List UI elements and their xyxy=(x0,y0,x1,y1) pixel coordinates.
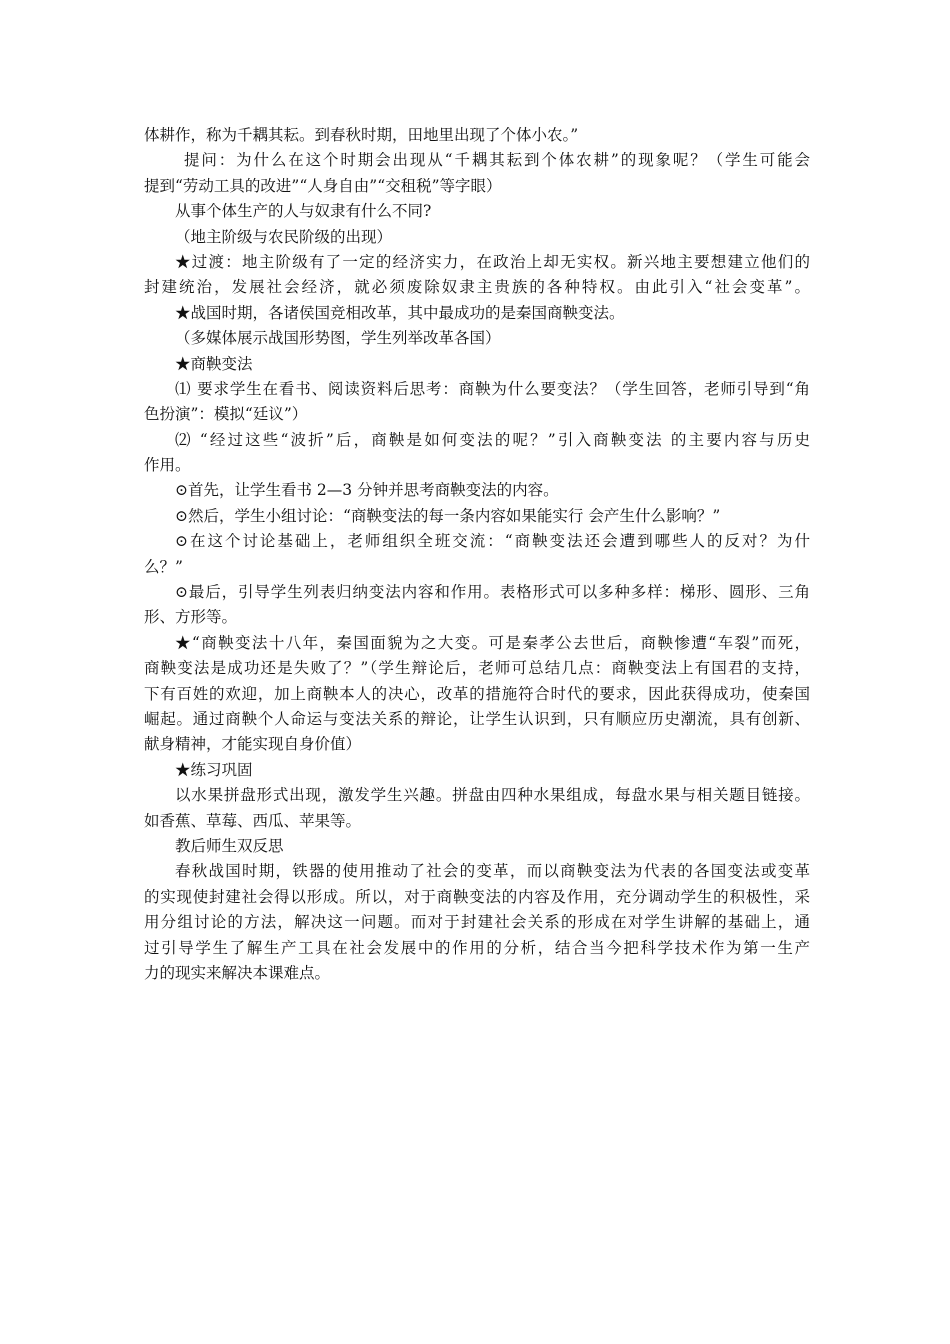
section-heading: 教后师生双反思 xyxy=(175,836,284,855)
paragraph-line: ★过渡：地主阶级有了一定的经济实力，在政治上却无实权。新兴地主要想建立他们的 xyxy=(175,252,810,271)
paragraph-line: 么？” xyxy=(144,557,183,576)
section-heading: ★商鞅变法 xyxy=(175,354,253,373)
paragraph-line: 过引导学生了解生产工具在社会发展中的作用的分析，结合当今把科学技术作为第一生产 xyxy=(144,938,810,957)
paragraph-line: 封建统治，发展社会经济，就必须废除奴隶主贵族的各种特权。由此引入“社会变革”。 xyxy=(144,278,810,297)
paragraph-line: ★战国时期，各诸侯国竞相改革，其中最成功的是秦国商鞅变法。 xyxy=(175,303,625,322)
paragraph-line: ★“商鞅变法十八年，秦国面貌为之大变。可是秦孝公去世后，商鞅惨遭“车裂”而死， xyxy=(175,633,810,652)
paragraph-line: 形、方形等。 xyxy=(144,608,238,627)
paragraph-line: 下有百姓的欢迎，加上商鞅本人的决心，改革的措施符合时代的要求，因此获得成功，使秦国 xyxy=(144,684,810,703)
paragraph-line: 提问：为什么在这个时期会出现从“千耦其耘到个体农耕”的现象呢？（学生可能会 xyxy=(184,151,810,170)
paragraph-line: 春秋战国时期，铁器的使用推动了社会的变革，而以商鞅变法为代表的各国变法或变革 xyxy=(175,862,810,881)
paragraph-line: 献身精神，才能实现自身价值） xyxy=(144,735,362,754)
paragraph-line: ⊙最后，引导学生列表归纳变法内容和作用。表格形式可以多种多样：梯形、圆形、三角 xyxy=(175,583,810,602)
paragraph-line: 商鞅变法是成功还是失败了？”（学生辩论后，老师可总结几点：商鞅变法上有国君的支持， xyxy=(144,659,810,678)
paragraph-line: 用分组讨论的方法，解决这一问题。而对于封建社会关系的形成在对学生讲解的基础上，通 xyxy=(144,913,810,932)
paragraph-line: （多媒体展示战国形势图，学生列举改革各国） xyxy=(175,329,501,348)
paragraph-line: ⑵ “经过这些“波折”后，商鞅是如何变法的呢？”引入商鞅变法 的主要内容与历史 xyxy=(175,430,810,449)
paragraph-line: 色扮演”：模拟“廷议”） xyxy=(144,405,308,424)
paragraph-line: 提到“劳动工具的改进”“人身自由”“交租税”等字眼） xyxy=(144,176,502,195)
paragraph-line: 作用。 xyxy=(144,456,191,475)
paragraph-line: 力的现实来解决本课难点。 xyxy=(144,963,331,982)
section-heading: ★练习巩固 xyxy=(175,760,253,779)
paragraph-line: ⊙然后，学生小组讨论：“商鞅变法的每一条内容如果能实行 会产生什么影响？” xyxy=(175,506,721,525)
paragraph-line: 体耕作，称为千耦其耘。到春秋时期，田地里出现了个体小农。” xyxy=(144,126,579,144)
paragraph-line: （地主阶级与农民阶级的出现） xyxy=(175,227,393,246)
paragraph-line: ⑴ 要求学生在看书、阅读资料后思考：商鞅为什么要变法？（学生回答，老师引导到“角 xyxy=(175,379,810,398)
paragraph-line: ⊙在这个讨论基础上，老师组织全班交流：“商鞅变法还会遭到哪些人的反对？为什 xyxy=(175,532,810,551)
paragraph-line: 从事个体生产的人与奴隶有什么不同? xyxy=(175,202,432,221)
paragraph-line: 如香蕉、草莓、西瓜、苹果等。 xyxy=(144,811,362,830)
paragraph-line: 以水果拼盘形式出现，激发学生兴趣。拼盘由四种水果组成，每盘水果与相关题目链接。 xyxy=(175,786,810,805)
document-body xyxy=(144,123,810,986)
paragraph-line: 崛起。通过商鞅个人命运与变法关系的辩论，让学生认识到，只有顺应历史潮流，具有创新、 xyxy=(144,709,810,728)
paragraph-line: 的实现使封建社会得以形成。所以，对于商鞅变法的内容及作用，充分调动学生的积极性，采 xyxy=(144,887,810,906)
paragraph-line: ⊙首先，让学生看书 2—3 分钟并思考商鞅变法的内容。 xyxy=(175,481,559,500)
